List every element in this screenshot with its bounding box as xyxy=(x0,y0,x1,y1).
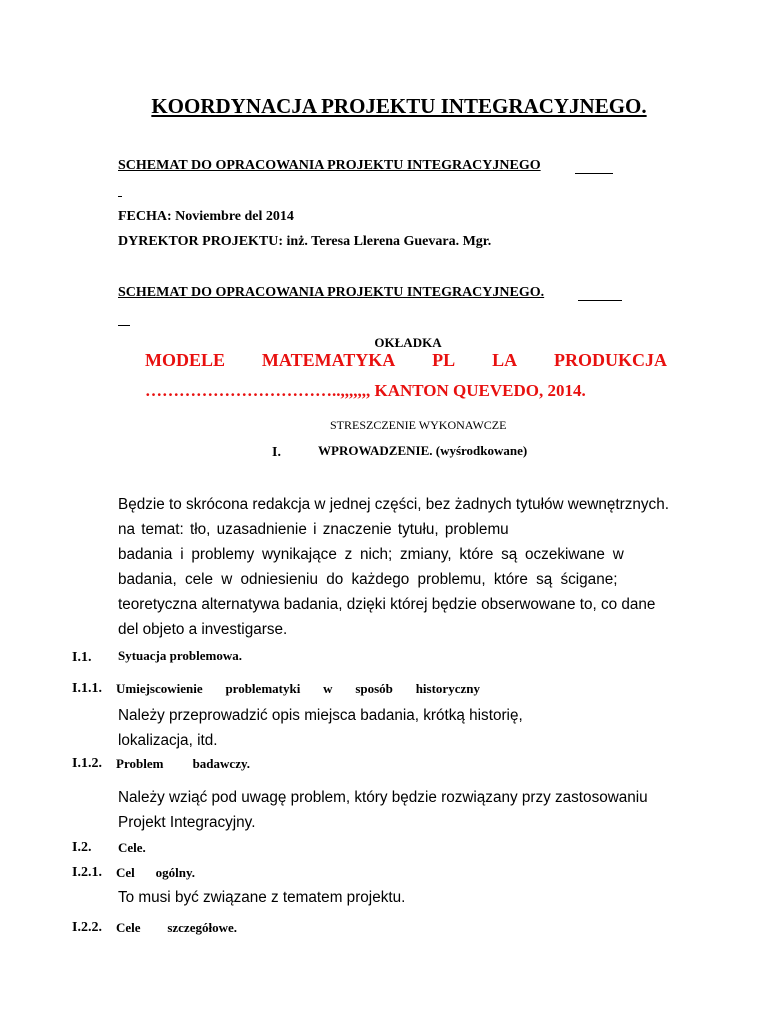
section-i21-number: I.2.1. xyxy=(72,865,102,880)
section-i-heading xyxy=(318,443,527,459)
red-word-1: MODELE xyxy=(145,350,226,370)
section-i1-number: I.1. xyxy=(72,650,92,665)
okladka-heading: OKŁADKA xyxy=(374,335,442,350)
dyrektor-label: DYREKTOR PROJEKTU: xyxy=(118,234,284,249)
section-i12-word-1: Problem xyxy=(116,756,164,771)
section-i12-number: I.1.2. xyxy=(72,756,102,771)
schema-heading-2: SCHEMAT DO OPRACOWANIA PROJEKTU INTEGRACYJNEGO. xyxy=(118,285,545,300)
schema-heading-1-underline xyxy=(575,173,613,174)
section-i-note: (wyśrodkowane) xyxy=(435,443,528,458)
section-i21-word-2: ogólny. xyxy=(155,865,195,880)
section-i12-word-2: badawczy. xyxy=(192,756,250,771)
red-word-3: PL xyxy=(432,350,456,370)
intro-line-1: Będzie to skrócona redakcja w jednej części, bez żadnych tytułów wewnętrznych. xyxy=(118,496,669,513)
section-i12-text-line-1: Należy wziąć pod uwagę problem, który będzie rozwiązany przy zastosowaniu xyxy=(118,789,648,806)
section-i11-word-1: Umiejscowienie xyxy=(116,681,203,696)
section-i11-word-2: problematyki xyxy=(225,681,301,696)
section-i11-text-line-1: Należy przeprowadzić opis miejsca badania, krótką historię, xyxy=(118,707,523,724)
section-i11-title xyxy=(116,681,480,697)
section-i22-number: I.2.2. xyxy=(72,920,102,935)
blank-underline-1 xyxy=(118,196,122,197)
executive-summary-heading: STRESZCZENIE WYKONAWCZE xyxy=(330,418,507,432)
section-i11-word-5: historyczny xyxy=(415,681,480,696)
section-i22-word-2: szczegółowe. xyxy=(167,920,237,935)
red-title-line-2: ……………………………..,,,,,,, KANTON QUEVEDO, 2014. xyxy=(145,381,586,400)
schema-heading-1: SCHEMAT DO OPRACOWANIA PROJEKTU INTEGRACYJNEGO xyxy=(118,158,541,173)
section-i11-text-line-2: lokalizacja, itd. xyxy=(118,732,218,749)
section-i12-title xyxy=(116,756,250,772)
section-i11-word-3: w xyxy=(323,681,333,696)
section-i-number: I. xyxy=(272,445,281,460)
red-word-2: MATEMATYKA xyxy=(261,350,396,370)
section-i21-word-1: Cel xyxy=(116,865,135,880)
blank-underline-2 xyxy=(118,325,130,326)
red-word-4: LA xyxy=(492,350,518,370)
intro-paragraph xyxy=(118,492,668,642)
section-i22-word-1: Cele xyxy=(116,920,141,935)
section-i21-text: To musi być związane z tematem projektu. xyxy=(118,889,406,906)
intro-line-3: badania i problemy wynikające z nich; zmiany, które są oczekiwane w xyxy=(118,546,624,563)
intro-line-2 xyxy=(118,517,513,542)
section-i-title: WPROWADZENIE. xyxy=(318,443,433,458)
section-i12-text xyxy=(118,785,648,835)
red-title-line-1 xyxy=(145,350,667,371)
section-i2-number: I.2. xyxy=(72,840,92,855)
intro-line-5: teoretyczna alternatywa badania, dzięki której będzie obserwowane to, co dane xyxy=(118,596,656,613)
document-title: KOORDYNACJA PROJEKTU INTEGRACYJNEGO. xyxy=(151,94,647,118)
dyrektor-value: inż. Teresa Llerena Guevara. Mgr. xyxy=(286,234,492,249)
section-i12-text-line-2: Projekt Integracyjny. xyxy=(118,814,256,831)
section-i11-number: I.1.1. xyxy=(72,681,102,696)
section-i11-text xyxy=(118,703,523,753)
section-i1-title: Sytuacja problemowa. xyxy=(118,648,242,663)
section-i2-title: Cele. xyxy=(118,840,146,855)
intro-line-2-text: na temat: tło, uzasadnienie i znaczenie tytułu, problemu xyxy=(118,521,509,538)
section-i22-title xyxy=(116,920,237,936)
intro-line-4: badania, cele w odniesieniu do każdego problemu, które są ścigane; xyxy=(118,571,618,588)
intro-line-6: del objeto a investigarse. xyxy=(118,621,288,638)
fecha-line xyxy=(118,209,294,225)
schema-heading-2-underline xyxy=(578,300,622,301)
fecha-label: FECHA: xyxy=(118,209,172,224)
fecha-value: Noviembre del 2014 xyxy=(175,209,294,224)
section-i11-word-4: sposób xyxy=(355,681,393,696)
dyrektor-line xyxy=(118,234,491,250)
section-i21-title xyxy=(116,865,195,881)
red-word-5: PRODUKCJA xyxy=(554,350,667,370)
